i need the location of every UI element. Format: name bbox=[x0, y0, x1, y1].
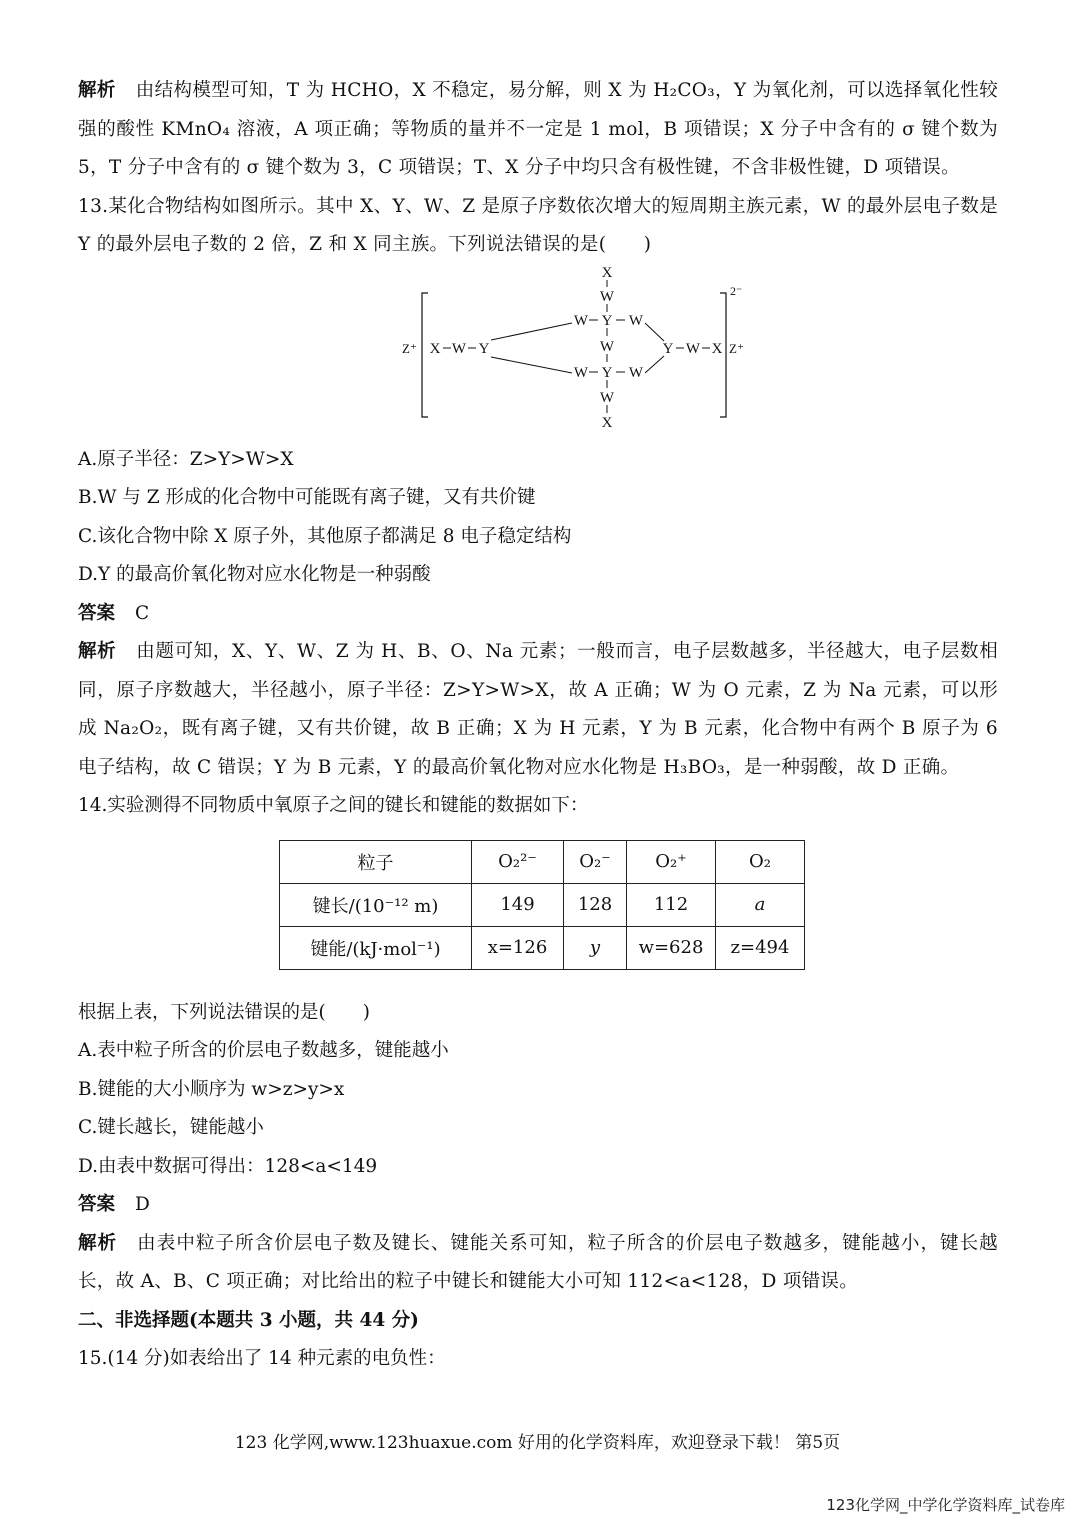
analysis-label: 解析 bbox=[78, 641, 117, 662]
answer-label: 答案 bbox=[78, 1194, 116, 1215]
atom-w: W bbox=[573, 364, 589, 381]
q14-option-a: A.表中粒子所含的价层电子数越多，键能越小 bbox=[78, 1040, 449, 1061]
cation-z: Z⁺ bbox=[729, 340, 744, 356]
answer-value: C bbox=[135, 602, 150, 624]
q14-option-b: B.键能的大小顺序为 w>z>y>x bbox=[78, 1078, 345, 1100]
analysis-text: 由表中粒子所含价层电子数及键长、键能关系可知，粒子所含的价层电子数越多，键能越小，键长越长，故 A、B、C 项正确；对比给出的粒子中键长和键能大小可知 112<a<128，D 项错误。 bbox=[78, 1232, 998, 1292]
analysis-text: 由题可知，X、Y、W、Z 为 H、B、O、Na 元素；一般而言，电子层数越多，半径越大，电子层数相同，原子序数越大，半径越小，原子半径：Z>Y>W>X，故 A 正确；W 为 O 元素，Z 为 Na 元素，可以形成 Na₂O₂，既有离子键，又有共价键，故 B 正确；X 为 H 元素，Y 为 B 元素，化合物中有两个 B 原子为 6 电子结构，故 C 错误；Y 为 B 元素，Y 的最高价氧化物对应水化物是 H₃BO₃，是一种弱酸，故 D 正确。 bbox=[78, 641, 998, 778]
table-header-cell: O₂²⁻ bbox=[472, 840, 564, 883]
bond bbox=[645, 356, 664, 373]
atom-y: Y bbox=[662, 340, 674, 357]
atom-w: W bbox=[599, 389, 615, 406]
analysis-label: 解析 bbox=[78, 1232, 118, 1254]
table-header-cell: O₂⁻ bbox=[564, 840, 627, 883]
table-cell: w=628 bbox=[627, 926, 716, 969]
q13-option-d: D.Y 的最高价氧化物对应水化物是一种弱酸 bbox=[78, 564, 431, 585]
table-header-cell: 粒子 bbox=[280, 840, 472, 883]
atom-w: W bbox=[628, 312, 644, 329]
table-cell: 112 bbox=[627, 883, 716, 926]
q13-analysis bbox=[78, 633, 998, 787]
table-row bbox=[280, 926, 805, 969]
q13-answer bbox=[78, 595, 998, 634]
section-heading: 二、非选择题(本题共 3 小题，共 44 分) bbox=[78, 1309, 419, 1331]
answer-value: D bbox=[135, 1194, 150, 1215]
atom-x: X bbox=[601, 414, 613, 431]
atom-y: Y bbox=[478, 340, 490, 357]
atom-w: W bbox=[599, 338, 615, 355]
table-cell: 键能/(kJ·mol⁻¹) bbox=[280, 926, 472, 969]
watermark: 123化学网_中学化学资料库_试卷库 bbox=[826, 1496, 1065, 1514]
q13-option-c: C.该化合物中除 X 原子外，其他原子都满足 8 电子稳定结构 bbox=[78, 525, 572, 547]
atom-x: X bbox=[711, 340, 723, 357]
analysis-text: 由结构模型可知，T 为 HCHO，X 不稳定，易分解，则 X 为 H₂CO₃，Y 为氧化剂，可以选择氧化性较强的酸性 KMnO₄ 溶液，A 项正确；等物质的量并不一定是 1 mol，B 项错误；X 分子中含有的 σ 键个数为 5，T 分子中含有的 σ 键个数为 3，C 项错误；T、X 分子中均只含有极性键，不含非极性键，D 项错误。 bbox=[78, 80, 998, 178]
atom-y: Y bbox=[601, 312, 613, 329]
atom-y: Y bbox=[601, 364, 613, 381]
atom-w: W bbox=[451, 340, 467, 357]
table-header-row bbox=[280, 840, 805, 883]
answer-label: 答案 bbox=[78, 602, 116, 624]
page-footer: 123 化学网,www.123huaxue.com 好用的化学资料库，欢迎登录下载！ 第5页 bbox=[234, 1433, 841, 1453]
table-cell: y bbox=[564, 926, 627, 969]
structure-diagram bbox=[396, 265, 756, 441]
q13-option-a: A.原子半径：Z>Y>W>X bbox=[78, 448, 294, 470]
bond bbox=[491, 323, 572, 340]
table-cell: 128 bbox=[564, 883, 627, 926]
table-header-cell: O₂ bbox=[716, 840, 805, 883]
cation-z: Z⁺ bbox=[402, 340, 417, 356]
atom-w: W bbox=[599, 288, 615, 305]
bond-data-table bbox=[279, 840, 805, 970]
q14-question: 根据上表，下列说法错误的是( ) bbox=[78, 1001, 370, 1023]
atom-x: X bbox=[429, 340, 441, 357]
atom-w: W bbox=[573, 312, 589, 329]
table-cell: 键长/(10⁻¹² m) bbox=[280, 883, 472, 926]
charge-label: 2⁻ bbox=[730, 283, 743, 298]
q12-analysis bbox=[78, 72, 998, 188]
q14-option-d: D.由表中数据可得出：128<a<149 bbox=[78, 1155, 378, 1177]
q14-option-c: C.键长越长，键能越小 bbox=[78, 1117, 264, 1138]
analysis-label: 解析 bbox=[78, 80, 116, 101]
bond bbox=[645, 323, 664, 341]
q14-stem: 14.实验测得不同物质中氧原子之间的键长和键能的数据如下： bbox=[78, 795, 589, 816]
table-header-cell: O₂⁺ bbox=[627, 840, 716, 883]
table-cell: 149 bbox=[472, 883, 564, 926]
table-cell: z=494 bbox=[716, 926, 805, 969]
q13-stem: 13.某化合物结构如图所示。其中 X、Y、W、Z 是原子序数依次增大的短周期主族元素，W 的最外层电子数是 Y 的最外层电子数的 2 倍，Z 和 X 同主族。下列说法错误的是( ) bbox=[78, 195, 998, 255]
q13-option-b: B.W 与 Z 形成的化合物中可能既有离子键，又有共价键 bbox=[78, 487, 536, 508]
bond bbox=[491, 357, 572, 373]
q15-stem: 15.(14 分)如表给出了 14 种元素的电负性： bbox=[78, 1348, 446, 1369]
left-bracket bbox=[422, 293, 428, 417]
page-content bbox=[78, 72, 998, 1379]
atom-w: W bbox=[685, 340, 701, 357]
table-cell: a bbox=[716, 883, 805, 926]
table-row bbox=[280, 883, 805, 926]
structure-figure bbox=[78, 265, 998, 441]
q14-answer bbox=[78, 1186, 998, 1225]
q14-analysis bbox=[78, 1225, 998, 1302]
atom-x: X bbox=[601, 264, 613, 281]
table-cell: x=126 bbox=[472, 926, 564, 969]
atom-w: W bbox=[628, 364, 644, 381]
